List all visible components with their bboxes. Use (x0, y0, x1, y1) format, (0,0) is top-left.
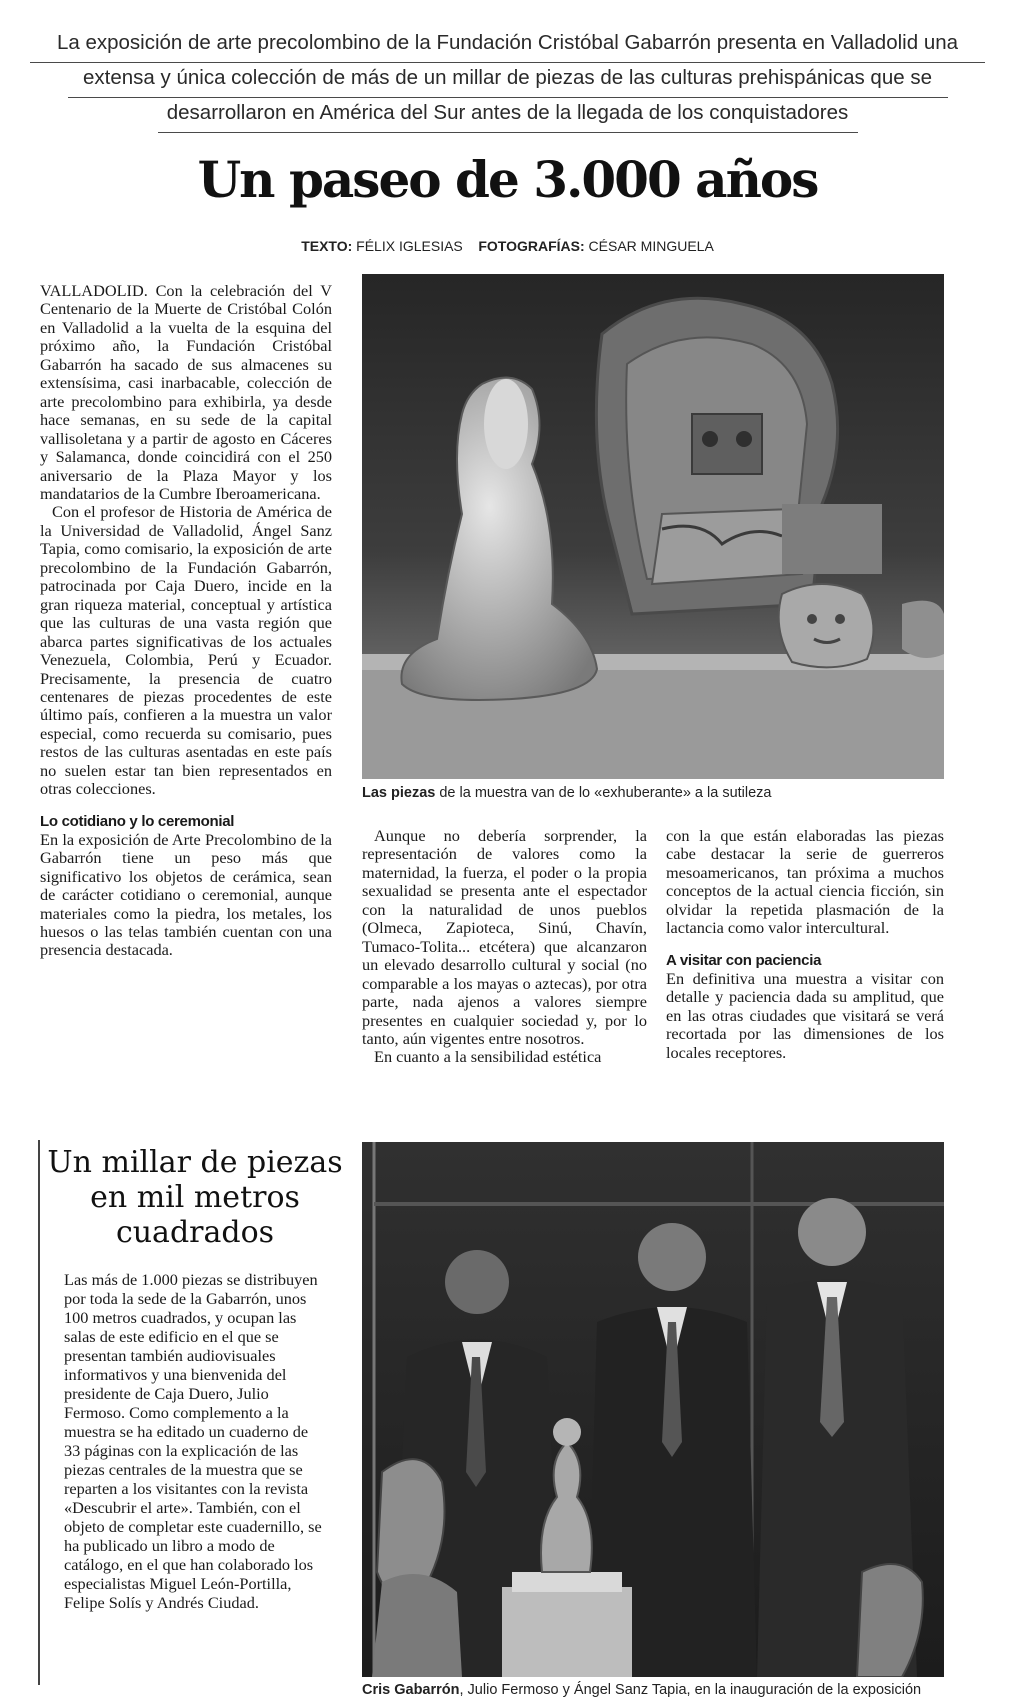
col3-paragraph-2: En definitiva una muestra a visitar con detalle y paciencia dada su amplitud, que en las otras ciudades que visitará se verá recortada por las dimensiones de los locales receptores. (666, 968, 944, 1062)
kicker-line-3: desarrollaron en América del Sur antes de la llegada de los conquistadores (158, 98, 858, 133)
photo-caption-2 (362, 1682, 921, 1698)
exhibition-pieces-photo (362, 274, 944, 779)
sidebar-title: Un millar de piezas en mil metros cuadrados (47, 1145, 343, 1250)
col3-subhead: A visitar con paciencia (666, 951, 822, 969)
col3-paragraph-1: con la que están elaboradas las piezas cabe destacar la serie de guerreros mesoamericanos, tan próxima a muchos conceptos de la actual ciencia ficción, sin olvidar la repetida plasmación de la lactancia como valor intercultural. (666, 826, 944, 938)
byline-photo-label: FOTOGRAFÍAS: (478, 238, 585, 254)
article-column-1 (40, 282, 332, 960)
kicker-line-2: extensa y única colección de más de un millar de piezas de las culturas prehispánicas que se (68, 63, 948, 98)
photo-caption-1 (362, 785, 771, 801)
col1-paragraph-2: Con el profesor de Historia de América de la Universidad de Valladolid, Ángel Sanz Tapia, como comisario, la exposición de arte precolombino de la Fundación Gabarrón, patrocinada por Caja Duero, incide en la gran riqueza material, conceptual y artística que las culturas de una vasta región que abarca partes significativas de los actuales Venezuela, Colombia, Perú y Ecuador. Precisamente, la presencia de cuatro centenares de piezas procedentes de este último país, confieren a la muestra un valor especial, como recuerda su comisario, pues restos de las culturas asentadas en este país no suelen estar tan bien representados en otras colecciones. (40, 502, 332, 799)
caption1-text: de la muestra van de lo «exhuberante» a la sutileza (435, 785, 772, 801)
col1-paragraph-1: VALLADOLID. Con la celebración del V Centenario de la Muerte de Cristóbal Colón en Valladolid a la vuelta de la esquina del próximo año, la Fundación Cristóbal Gabarrón ha sacado de sus almacenes su extensísima, casi inarbacable, colección de arte precolombino para exhibirla, ya desde hace semanas, en su sede de la capital vallisoletana y a partir de agosto en Cáceres y Salamanca, donde coincidirá con el 250 aniversario de la Plaza Mayor y los mandatarios de la Cumbre Iberoamericana. (40, 281, 332, 503)
article-column-2 (362, 827, 647, 1067)
kicker (30, 28, 985, 133)
col1-paragraph-3: En la exposición de Arte Precolombino de la Gabarrón tiene un peso más que significativo los objetos de cerámica, sean de carácter cotidiano o ceremonial, aunque materiales como la piedra, los metales, los huesos o las telas también cuentan con una presencia destacada. (40, 829, 332, 960)
caption1-bold: Las piezas (362, 785, 436, 801)
byline-text-label: TEXTO: (301, 238, 353, 254)
caption2-bold: Cris Gabarrón (362, 1682, 460, 1698)
col2-paragraph-2: En cuanto a la sensibilidad estética (374, 1047, 602, 1067)
article-column-3 (666, 827, 944, 1062)
col1-subhead: Lo cotidiano y lo ceremonial (40, 812, 235, 830)
inauguration-photo (362, 1142, 944, 1677)
byline-text-author: FÉLIX IGLESIAS (356, 238, 463, 254)
sidebar-text: Las más de 1.000 piezas se distribuyen por toda la sede de la Gabarrón, unos 100 metros cuadrados, y ocupan las salas de este edificio en el que se presentan también audiovisuales informativos y una bienvenida del presidente de Caja Duero, Julio Fermoso. Como complemento a la muestra se ha editado un cuaderno de 33 páginas con la explicación de las piezas centrales de la muestra que se reparten a los visitantes con la revista «Descubrir el arte». También, con el objeto de completar este cuadernillo, se ha publicado un libro a modo de catálogo, en el que han colaborado los especialistas Miguel León-Portilla, Felipe Solís y Andrés Ciudad. (64, 1270, 322, 1612)
kicker-line-1: La exposición de arte precolombino de la Fundación Cristóbal Gabarrón presenta en Valladolid una (30, 28, 985, 63)
col2-paragraph-1: Aunque no debería sorprender, la representación de valores como la maternidad, la fuerza, el poder o la propia sexualidad se presenta ante el espectador con la naturalidad de unos pueblos (Olmeca, Zapioteca, Sinú, Chavín, Tumaco-Tolita... etcétera) que alcanzaron un elevado desarrollo cultural y social (no comparable a los mayas o aztecas), por otra parte, nada ajenos a valores siempre presentes en cualquier sociedad y, por lo tanto, aún vigentes entre nosotros. (362, 826, 647, 1048)
byline-photo-author: CÉSAR MINGUELA (588, 238, 714, 254)
caption2-text: , Julio Fermoso y Ángel Sanz Tapia, en la inauguración de la exposición (459, 1682, 922, 1698)
headline: Un paseo de 3.000 años (197, 150, 818, 209)
byline (0, 238, 1015, 254)
